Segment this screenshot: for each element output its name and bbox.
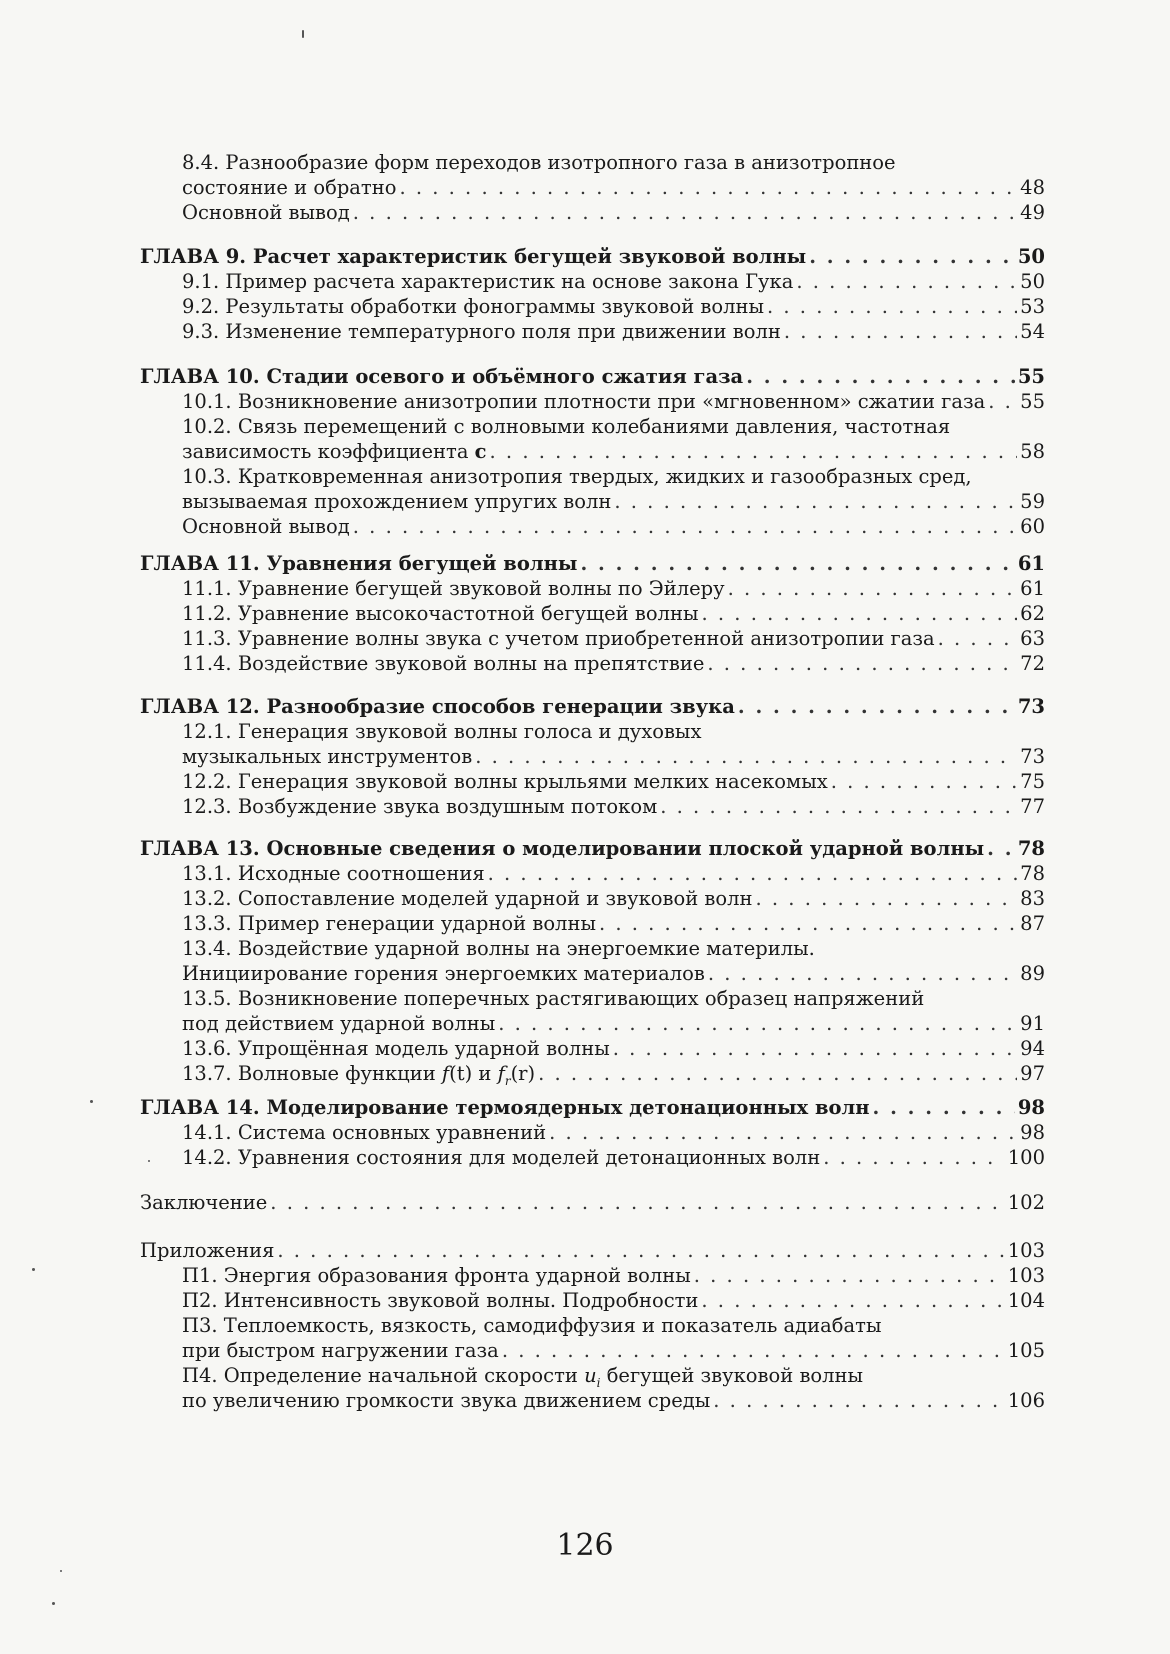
toc-chapter-14-title[interactable]: ГЛАВА 14. Моделирование термоядерных детонационных волн . . . 98 xyxy=(140,1095,1045,1120)
toc-entry-11-4[interactable]: 11.4. Воздействие звуковой волны на препятствие . . . 72 xyxy=(140,651,1045,676)
toc-chapter-11-title[interactable]: ГЛАВА 11. Уравнения бегущей волны . . . 61 xyxy=(140,551,1045,576)
toc-entry-p2[interactable]: П2. Интенсивность звуковой волны. Подробности . . . 104 xyxy=(140,1288,1045,1313)
toc-entry-10-3[interactable]: вызываемая прохождением упругих волн . . . 59 xyxy=(140,489,1045,514)
toc-chapter-11 xyxy=(140,551,1045,676)
toc-chapter-12 xyxy=(140,694,1045,819)
toc-entry-10-1[interactable]: 10.1. Возникновение анизотропии плотности при «мгновенном» сжатии газа . . . 55 xyxy=(140,389,1045,414)
toc-entry-8-4-line1: 8.4. Разнообразие форм переходов изотропного газа в анизотропное xyxy=(182,151,896,174)
toc-entry-p3-line1: П3. Теплоемкость, вязкость, самодиффузия и показатель адиабаты xyxy=(182,1314,882,1337)
toc-entry-13-6[interactable]: 13.6. Упрощённая модель ударной волны . . . 94 xyxy=(140,1036,1045,1061)
toc-chapter-14 xyxy=(140,1095,1045,1170)
toc-entry-8-4[interactable]: состояние и обратно . . . 48 xyxy=(140,175,1045,200)
toc-appendices-title[interactable]: Приложения . . . 103 xyxy=(140,1238,1045,1263)
toc-entry-12-3[interactable]: 12.3. Возбуждение звука воздушным потоком . . . 77 xyxy=(140,794,1045,819)
toc-entry-10-2[interactable]: зависимость коэффициента с . . . 58 xyxy=(140,439,1045,464)
toc-entry-13-7[interactable]: 13.7. Волновые функции f(t) и $f_r(r)$ . . . 97 xyxy=(140,1061,1045,1086)
toc-chapter-13 xyxy=(140,836,1045,1086)
toc-entry-11-3[interactable]: 11.3. Уравнение волны звука с учетом приобретенной анизотропии газа . . . 63 xyxy=(140,626,1045,651)
toc-entry-9-1[interactable]: 9.1. Пример расчета характеристик на основе закона Гука . . . 50 xyxy=(140,269,1045,294)
toc-entry-10-2-line1: 10.2. Связь перемещений с волновыми колебаниями давления, частотная xyxy=(182,415,951,438)
toc-entry-p4[interactable]: по увеличению громкости звука движением среды . . . 106 xyxy=(140,1388,1045,1413)
toc-entry-13-5-line1: 13.5. Возникновение поперечных растягивающих образец напряжений xyxy=(182,987,925,1010)
toc-entry-p3[interactable]: при быстром нагружении газа . . . 105 xyxy=(140,1338,1045,1363)
toc-entry-10-3-line1: 10.3. Кратковременная анизотропия твердых, жидких и газообразных сред, xyxy=(182,465,972,488)
toc-entry-9-3[interactable]: 9.3. Изменение температурного поля при движении волн . . . 54 xyxy=(140,319,1045,344)
toc-chapter-9 xyxy=(140,244,1045,344)
toc-chapter-10-title[interactable]: ГЛАВА 10. Стадии осевого и объёмного сжатия газа . . . 55 xyxy=(140,364,1045,389)
toc-entry-13-3[interactable]: 13.3. Пример генерации ударной волны . . . 87 xyxy=(140,911,1045,936)
toc-entry-13-4-line1: 13.4. Воздействие ударной волны на энергоемкие материлы. xyxy=(182,937,815,960)
toc-chapter-13-title[interactable]: ГЛАВА 13. Основные сведения о моделировании плоской ударной волны . . . 78 xyxy=(140,836,1045,861)
toc-entry-conclusion-8[interactable]: Основной вывод . . . 49 xyxy=(140,200,1045,225)
toc-entry-13-4[interactable]: Инициирование горения энергоемких материалов . . . 89 xyxy=(140,961,1045,986)
scan-speck xyxy=(90,1100,93,1103)
toc-entry-12-1-line1: 12.1. Генерация звуковой волны голоса и духовых xyxy=(182,720,702,743)
page-ref: 49 xyxy=(1020,201,1045,224)
toc-section-8-tail xyxy=(140,150,1045,225)
toc-entry-12-2[interactable]: 12.2. Генерация звуковой волны крыльями мелких насекомых . . . 75 xyxy=(140,769,1045,794)
coefficient-symbol: с xyxy=(474,440,487,463)
toc-entry-conclusion-10[interactable]: Основной вывод . . . 60 xyxy=(140,514,1045,539)
toc-entry-11-1[interactable]: 11.1. Уравнение бегущей звуковой волны по Эйлеру . . . 61 xyxy=(140,576,1045,601)
toc-entry-p4-line1: П4. Определение начальной скорости $u_i$ бегущей звуковой волны xyxy=(182,1364,864,1390)
toc-entry-13-5[interactable]: под действием ударной волны . . . 91 xyxy=(140,1011,1045,1036)
toc-entry-13-2[interactable]: 13.2. Сопоставление моделей ударной и звуковой волн . . . 83 xyxy=(140,886,1045,911)
toc-entry-9-2[interactable]: 9.2. Результаты обработки фонограммы звуковой волны . . . 53 xyxy=(140,294,1045,319)
scan-speck xyxy=(302,30,304,38)
toc-entry-conclusion[interactable]: Заключение . . . 102 xyxy=(140,1190,1045,1215)
toc-chapter-12-title[interactable]: ГЛАВА 12. Разнообразие способов генерации звука . . . 73 xyxy=(140,694,1045,719)
toc-chapter-9-title[interactable]: ГЛАВА 9. Расчет характеристик бегущей звуковой волны . . . 50 xyxy=(140,244,1045,269)
toc-entry-13-1[interactable]: 13.1. Исходные соотношения . . . 78 xyxy=(140,861,1045,886)
toc-entry-11-2[interactable]: 11.2. Уравнение высокочастотной бегущей волны . . . 62 xyxy=(140,601,1045,626)
page-ref: 48 xyxy=(1020,176,1045,199)
toc-conclusion xyxy=(140,1190,1045,1215)
scan-speck xyxy=(52,1602,55,1605)
toc-entry-14-2[interactable]: 14.2. Уравнения состояния для моделей детонационных волн . . . 100 xyxy=(140,1145,1045,1170)
page-number: 126 xyxy=(556,1528,614,1563)
scan-speck xyxy=(60,1570,62,1572)
toc-entry-14-1[interactable]: 14.1. Система основных уравнений . . . 98 xyxy=(140,1120,1045,1145)
toc-entry-12-1[interactable]: музыкальных инструментов . . . 73 xyxy=(140,744,1045,769)
scan-speck xyxy=(148,1160,150,1162)
toc-chapter-10 xyxy=(140,364,1045,539)
toc-appendices xyxy=(140,1238,1045,1413)
scan-speck xyxy=(32,1268,35,1271)
toc-entry-p1[interactable]: П1. Энергия образования фронта ударной волны . . . 103 xyxy=(140,1263,1045,1288)
